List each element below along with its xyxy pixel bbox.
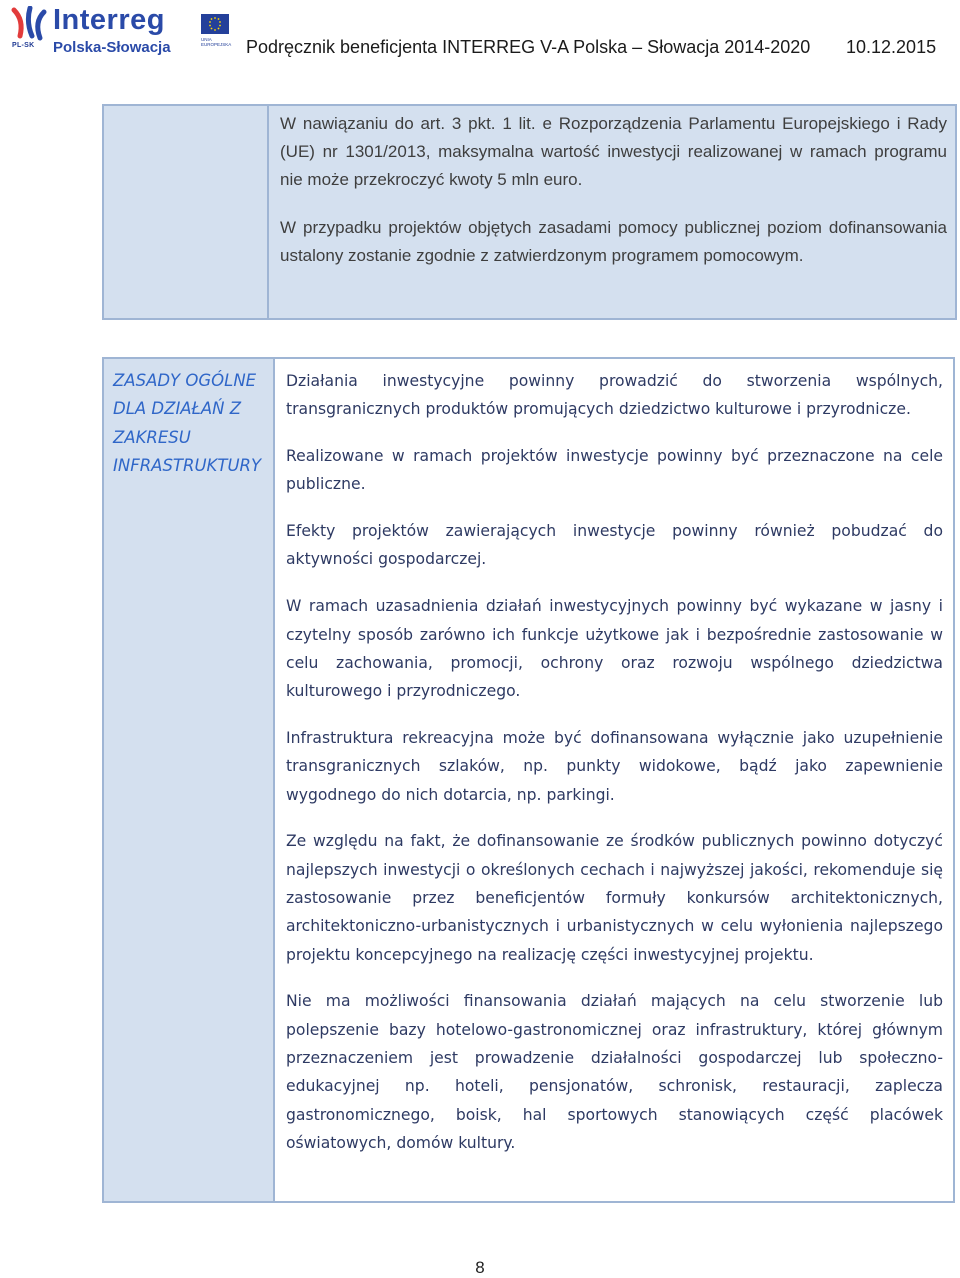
paragraph: Realizowane w ramach projektów inwestycje powinny być przeznaczone na cele publiczne. (286, 447, 943, 494)
eu-flag-icon (201, 14, 229, 34)
paragraph: W nawiązaniu do art. 3 pkt. 1 lit. e Rozporządzenia Parlamentu Europejskiego i Rady (UE) nr 1301/2013, maksymalna wartość inwestycji realizowanej w ramach programu nie może przekroczyć kwoty 5 mln euro. (280, 114, 947, 190)
infrastructure-rules-row (102, 357, 955, 1203)
eu-label: UNIA EUROPEJSKA (201, 37, 232, 47)
row-content-cell (277, 359, 953, 1176)
paragraph: W ramach uzasadnienia działań inwestycyjnych powinny być wykazane w jasny i czytelny sposób zarówno ich funkcje użytkowe jak i bezpośrednie zastosowanie w celu zachowania, promocji, ochrony oraz rozwoju wspólnego dziedzictwa kulturowego i przyrodniczego. (286, 597, 943, 701)
document-title: Podręcznik beneficjenta INTERREG V-A Polska – Słowacja 2014-2020 (246, 37, 811, 57)
top-table-row (102, 104, 957, 320)
paragraph: W przypadku projektów objętych zasadami pomocy publicznej poziom dofinansowania ustalony zostanie zgodnie z zatwierdzonym programem pomocowym. (280, 217, 947, 265)
paragraph: Działania inwestycyjne powinny prowadzić do stworzenia wspólnych, transgranicznych produktów promujących dziedzictwo kulturowe i przyrodnicze. (286, 372, 943, 419)
top-row-label-cell (104, 106, 269, 318)
interreg-logo (6, 6, 231, 56)
interreg-emblem-icon (10, 6, 50, 42)
paragraph: Ze względu na fakt, że dofinansowanie ze środków publicznych powinno dotyczyć najlepszych inwestycji o określonych cechach i najwyższej jakości, rekomenduje się zastosowanie przez beneficjentów formuły konkursów architektonicznych, architektoniczno-urbanistycznych i urbanistycznych w celu wyłonienia najlepszego projektu koncepcyjnego na realizację części inwestycyjnej projektu. (286, 832, 943, 964)
top-row-content-cell (271, 106, 955, 270)
section-label: ZASADY OGÓLNE DLA DZIAŁAŃ Z ZAKRESU INFRASTRUKTURY (113, 371, 262, 475)
page-number: 8 (475, 1258, 485, 1277)
region-code: PL-SK (12, 42, 35, 49)
paragraph: Efekty projektów zawierających inwestycje powinny również pobudzać do aktywności gospodarczej. (286, 522, 943, 569)
brand-subtitle: Polska-Słowacja (53, 39, 171, 56)
brand-name: Interreg (53, 4, 165, 36)
document-date: 10.12.2015 (846, 37, 937, 57)
paragraph: Nie ma możliwości finansowania działań mających na celu stworzenie lub polepszenie bazy hotelowo-gastronomicznej oraz infrastruktury, której głównym przeznaczeniem jest prowadzenie działalności gospodarczej lub społeczno-edukacyjnej np. hoteli, pensjonatów, schronisk, restauracji, zaplecza gastronomicznego, boisk, hal sportowych stanowiących część placówek oświatowych, domów kultury. (286, 992, 943, 1152)
row-label-cell (104, 359, 275, 1201)
paragraph: Infrastruktura rekreacyjna może być dofinansowana wyłącznie jako uzupełnienie transgranicznych szlaków, np. punkty widokowe, bądź jako zapewnienie wygodnego do nich dotarcia, np. parkingi. (286, 728, 943, 804)
page-header (0, 0, 960, 80)
